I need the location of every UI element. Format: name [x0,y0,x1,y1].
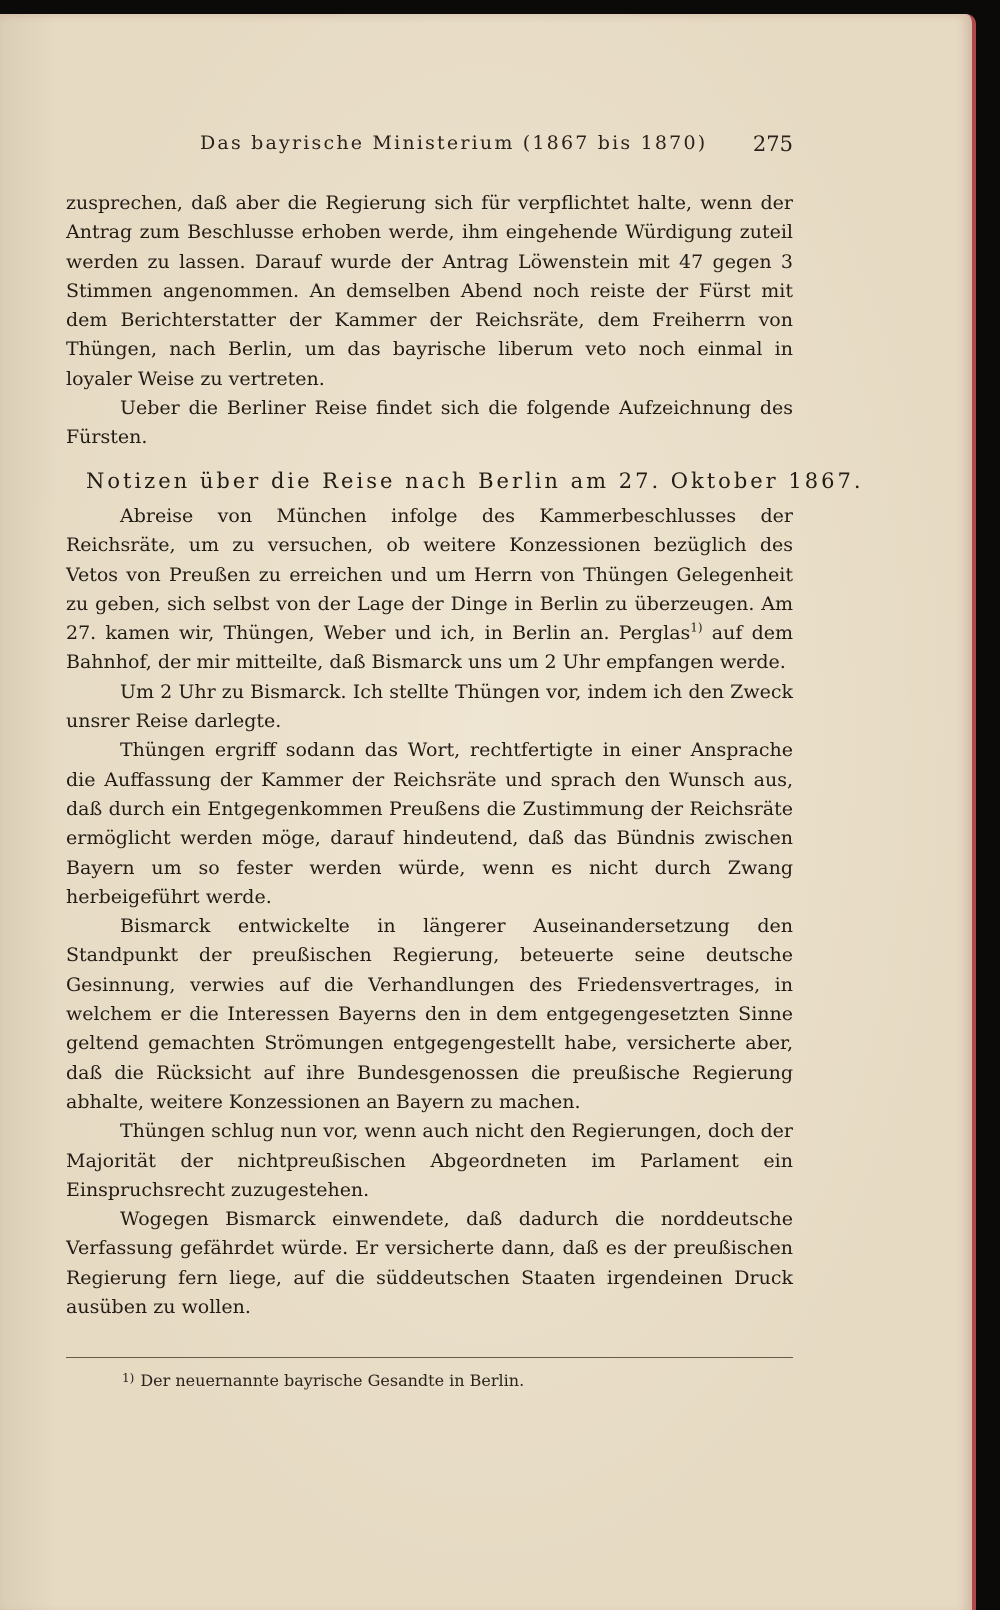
paragraph-6: Bismarck entwickelte in längerer Auseinandersetzung den Standpunkt der preußischen Regierung, beteuerte seine deutsche Gesinnung, verwies auf die Verhandlungen des Friedensvertrages, in welchem er die Interessen Bayerns den in dem entgegengesetzten Sinne geltend gemachten Strömungen entgegengestellt habe, versicherte aber, daß die Rücksicht auf ihre Bundesgenossen die preußische Regierung abhalte, weitere Konzessionen an Bayern zu machen. [66,915,793,1113]
footnote-text: Der neuernannte bayrische Gesandte in Berlin. [140,1371,525,1390]
paragraph-2: Ueber die Berliner Reise findet sich die folgende Aufzeichnung des Fürsten. [66,397,793,449]
footnote-reference: 1) [690,620,703,635]
footnote-divider [66,1357,793,1358]
footnote-mark: 1) [122,1371,135,1385]
footnote [122,1371,524,1390]
paragraph-7: Thüngen schlug nun vor, wenn auch nicht den Regierungen, doch der Majorität der nichtpreußischen Abgeordneten im Parlament ein Einspruchsrecht zuzugestehen. [66,1120,793,1201]
paragraph-3-text-b: auf dem Bahnhof, der mir mitteilte, daß Bismarck uns um 2 Uhr empfangen werde. [66,622,794,674]
page-number: 275 [752,132,793,156]
book-page [0,14,976,1610]
running-head: Das bayrische Ministerium (1867 bis 1870) [200,132,708,154]
paragraph-8: Wogegen Bismarck einwendete, daß dadurch die norddeutsche Verfassung gefährdet würde. Er versicherte dann, daß es der preußischen Regierung fern liege, auf die süddeutschen Staaten irgendeinen Druck ausüben zu wollen. [66,1208,793,1318]
paragraph-3-text-a: Abreise von München infolge des Kammerbeschlusses der Reichsräte, um zu versuchen, ob weitere Konzessionen bezüglich des Vetos von Preußen zu erreichen und um Herrn von Thüngen Gelegenheit zu geben, sich selbst von der Lage der Dinge in Berlin zu überzeugen. Am 27. kamen wir, Thüngen, Weber und ich, in Berlin an. Perglas [66,504,793,645]
body-text [66,189,864,1322]
paragraph-1: zusprechen, daß aber die Regierung sich für verpflichtet halte, wenn der Antrag zum Beschlusse erhoben werde, ihm eingehende Würdigung zuteil werden zu lassen. Darauf wurde der Antrag Löwenstein mit 47 gegen 3 Stimmen angenommen. An demselben Abend noch reiste der Fürst mit dem Berichterstatter der Kammer der Reichsräte, dem Freiherrn von Thüngen, nach Berlin, um das bayrische liberum veto noch einmal in loyaler Weise zu vertreten. [66,192,793,390]
paragraph-5: Thüngen ergriff sodann das Wort, rechtfertigte in einer Ansprache die Auffassung der Kammer der Reichsräte und sprach den Wunsch aus, daß durch ein Entgegenkommen Preußens die Zustimmung der Reichsräte ermöglicht werden möge, darauf hindeutend, daß das Bündnis zwischen Bayern um so fester werden würde, wenn es nicht durch Zwang herbeigeführt werde. [66,739,793,908]
page-header [70,132,793,166]
section-heading: Notizen über die Reise nach Berlin am 27. Oktober 1867. [86,468,864,493]
paragraph-3 [66,502,793,678]
paragraph-4: Um 2 Uhr zu Bismarck. Ich stellte Thüngen vor, indem ich den Zweck unsrer Reise darlegte. [66,680,793,733]
